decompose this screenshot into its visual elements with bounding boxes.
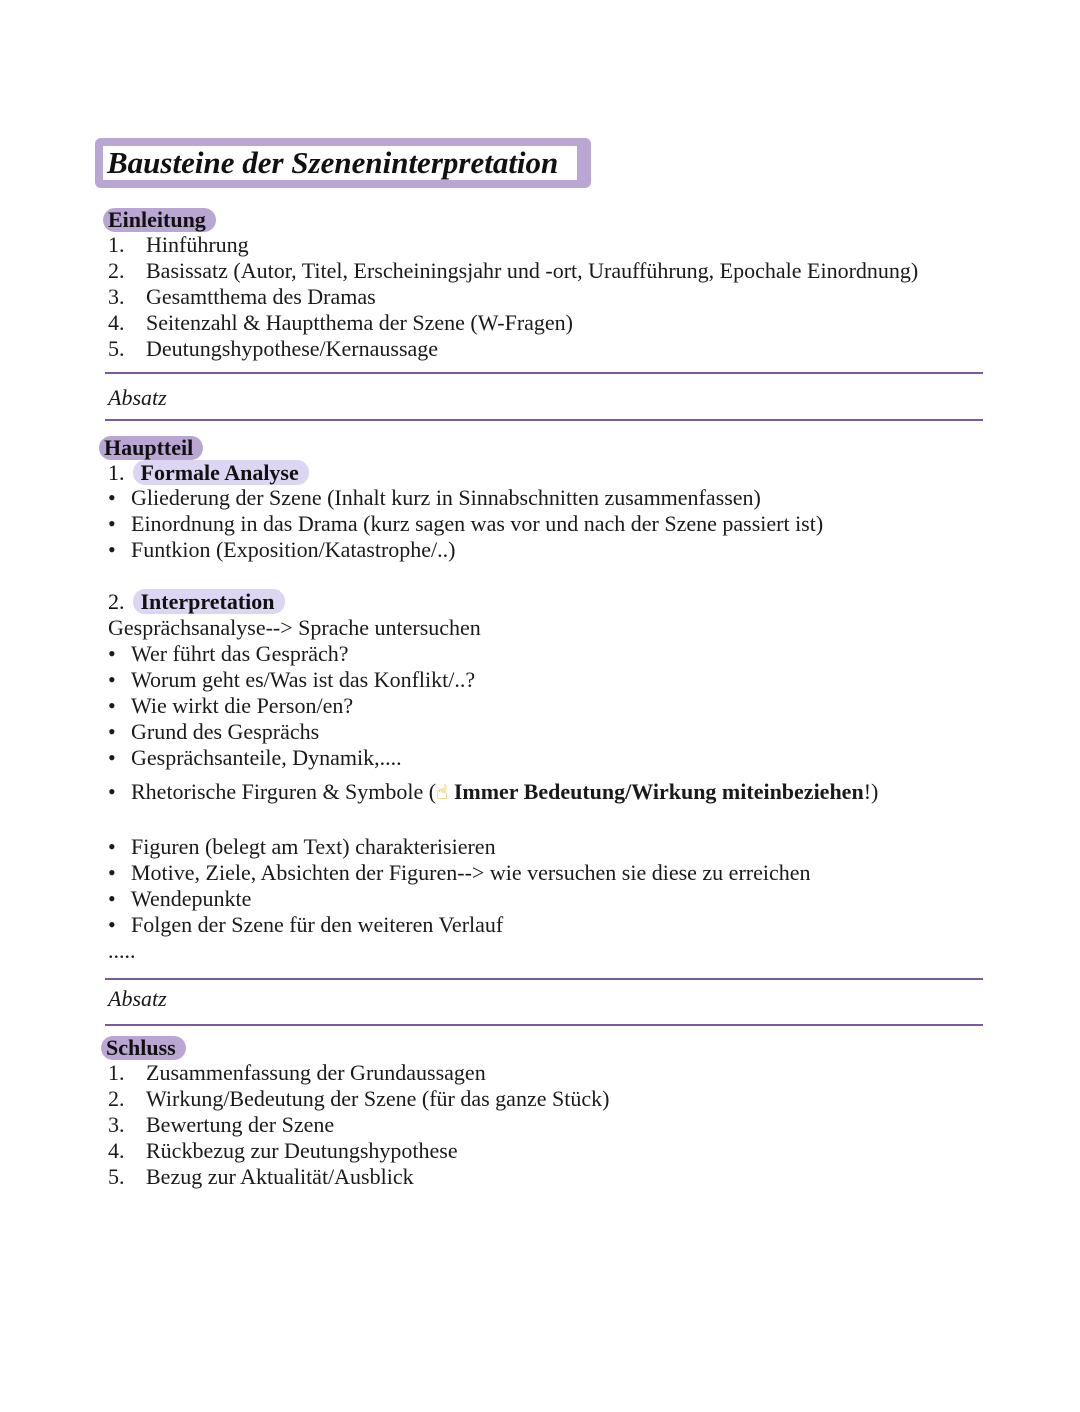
item-text: Gliederung der Szene (Inhalt kurz in Sinnabschnitten zusammenfassen) bbox=[131, 485, 761, 510]
bullet: • bbox=[108, 667, 116, 692]
item-text: Rhetorische Firguren & Symbole ( bbox=[131, 779, 437, 804]
item-text: Gesamtthema des Dramas bbox=[146, 284, 376, 309]
item-text: Gesprächsanteile, Dynamik,.... bbox=[131, 745, 402, 770]
list-item bbox=[108, 1060, 486, 1086]
item-text: Hinführung bbox=[146, 232, 249, 257]
divider bbox=[105, 978, 983, 980]
bullet: • bbox=[108, 693, 116, 718]
absatz-label: Absatz bbox=[108, 986, 167, 1011]
list-item bbox=[108, 860, 811, 886]
item-text: Einordnung in das Drama (kurz sagen was vor und nach der Szene passiert ist) bbox=[131, 511, 824, 536]
item-text: Grund des Gesprächs bbox=[131, 719, 320, 744]
item-text: Funtkion (Exposition/Katastrophe/..) bbox=[131, 537, 456, 562]
list-item bbox=[108, 232, 249, 258]
bullet: • bbox=[108, 834, 116, 859]
heading-schluss: Schluss bbox=[101, 1036, 186, 1060]
list-item bbox=[108, 1138, 458, 1164]
item-text: Wendepunkte bbox=[131, 886, 252, 911]
item-text: Wer führt das Gespräch? bbox=[131, 641, 349, 666]
subheading-formale-analyse bbox=[108, 461, 309, 485]
title-banner bbox=[95, 138, 591, 188]
pointing-up-hand-icon: ☝ bbox=[436, 780, 449, 804]
bullet: • bbox=[108, 485, 116, 510]
bullet: • bbox=[108, 912, 116, 937]
list-item bbox=[108, 667, 475, 693]
item-text: Figuren (belegt am Text) charakterisieren bbox=[131, 834, 496, 859]
item-text: Rückbezug zur Deutungshypothese bbox=[146, 1138, 458, 1163]
list-item bbox=[108, 537, 455, 563]
list-item bbox=[108, 834, 496, 860]
list-item bbox=[108, 336, 438, 362]
item-number: 2. bbox=[108, 258, 125, 283]
item-number: 1. bbox=[108, 232, 125, 257]
list-item bbox=[108, 511, 823, 537]
item-number: 3. bbox=[108, 1112, 125, 1137]
absatz-label: Absatz bbox=[108, 385, 167, 410]
subheading-number: 2. bbox=[108, 589, 125, 614]
bullet: • bbox=[108, 860, 116, 885]
list-item bbox=[108, 912, 503, 938]
bullet: • bbox=[108, 779, 116, 804]
item-text: Deutungshypothese/Kernaussage bbox=[146, 336, 439, 361]
bullet: • bbox=[108, 641, 116, 666]
list-item bbox=[108, 258, 918, 284]
divider bbox=[105, 1024, 983, 1026]
bullet: • bbox=[108, 511, 116, 536]
divider bbox=[105, 372, 983, 374]
item-number: 4. bbox=[108, 1138, 125, 1163]
item-number: 4. bbox=[108, 310, 125, 335]
list-item bbox=[108, 745, 402, 771]
item-text: Bezug zur Aktualität/Ausblick bbox=[146, 1164, 414, 1189]
list-item bbox=[108, 641, 349, 667]
list-item bbox=[108, 886, 251, 912]
item-number: 5. bbox=[108, 1164, 125, 1189]
bullet: • bbox=[108, 537, 116, 562]
list-item bbox=[108, 485, 761, 511]
list-item bbox=[108, 310, 573, 336]
item-number: 1. bbox=[108, 1060, 125, 1085]
item-suffix: !) bbox=[863, 779, 879, 804]
bullet: • bbox=[108, 745, 116, 770]
item-text: Worum geht es/Was ist das Konflikt/..? bbox=[131, 667, 476, 692]
ellipsis-text: ..... bbox=[108, 938, 136, 963]
list-item-rhetorik bbox=[108, 779, 878, 805]
item-number: 3. bbox=[108, 284, 125, 309]
interpretation-intro: Gesprächsanalyse--> Sprache untersuchen bbox=[108, 615, 481, 640]
bullet: • bbox=[108, 886, 116, 911]
title-inner bbox=[103, 146, 577, 180]
item-text: Wie wirkt die Person/en? bbox=[131, 693, 354, 718]
item-text: Wirkung/Bedeutung der Szene (für das ganze Stück) bbox=[146, 1086, 610, 1111]
item-bold-text: Immer Bedeutung/Wirkung miteinbeziehen bbox=[453, 779, 864, 804]
item-number: 5. bbox=[108, 336, 125, 361]
item-text: Seitenzahl & Hauptthema der Szene (W-Fragen) bbox=[146, 310, 574, 335]
item-text: Zusammenfassung der Grundaussagen bbox=[146, 1060, 486, 1085]
subheading-text: Formale Analyse bbox=[133, 460, 309, 485]
list-item bbox=[108, 719, 319, 745]
item-text: Basissatz (Autor, Titel, Erscheiningsjahr und -ort, Uraufführung, Epochale Einordnung) bbox=[146, 258, 919, 283]
bullet: • bbox=[108, 719, 116, 744]
item-number: 2. bbox=[108, 1086, 125, 1111]
subheading-text: Interpretation bbox=[133, 589, 285, 614]
list-item bbox=[108, 693, 353, 719]
list-item bbox=[108, 1112, 334, 1138]
divider bbox=[105, 419, 983, 421]
list-item bbox=[108, 1164, 414, 1190]
subheading-number: 1. bbox=[108, 460, 125, 485]
item-text: Bewertung der Szene bbox=[146, 1112, 335, 1137]
item-text: Motive, Ziele, Absichten der Figuren--> wie versuchen sie diese zu erreichen bbox=[131, 860, 811, 885]
heading-hauptteil: Hauptteil bbox=[99, 436, 203, 460]
subheading-interpretation bbox=[108, 590, 285, 614]
heading-einleitung: Einleitung bbox=[103, 208, 216, 232]
list-item bbox=[108, 1086, 609, 1112]
item-text: Folgen der Szene für den weiteren Verlauf bbox=[131, 912, 504, 937]
page-title: Bausteine der Szeneninterpretation bbox=[107, 145, 559, 180]
list-item bbox=[108, 284, 376, 310]
